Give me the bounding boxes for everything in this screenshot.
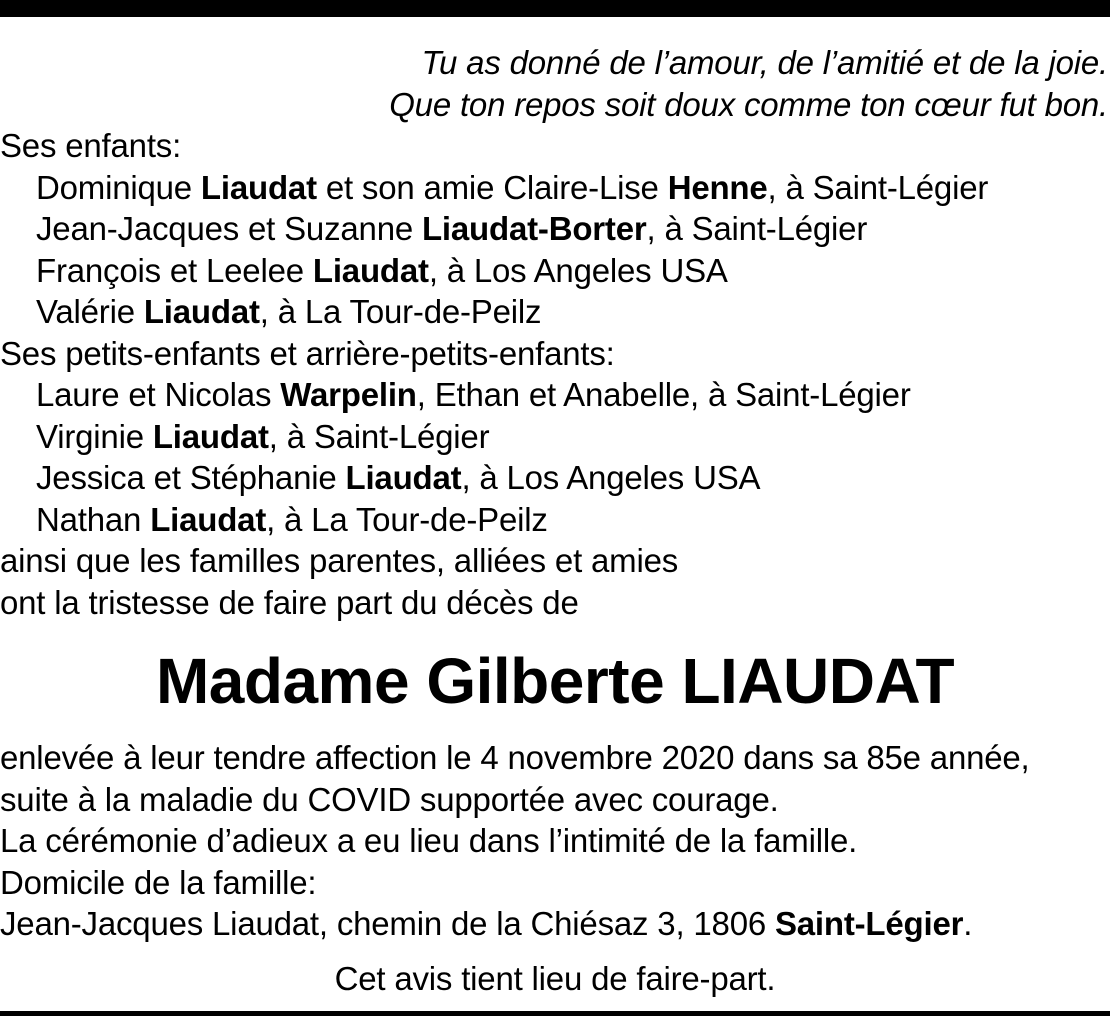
children-header: Ses enfants: — [0, 127, 182, 164]
family-name: Liaudat — [150, 500, 267, 538]
family-name: Liaudat — [345, 459, 462, 496]
families-line: ainsi que les familles parentes, alliées et amies — [0, 542, 679, 579]
child-entry-text: François et Leelee — [36, 251, 313, 289]
child-entry-text: , à Saint-Légier — [767, 168, 989, 206]
family-name: Henne — [667, 168, 768, 206]
child-entry — [0, 250, 1110, 292]
announcement-line: ont la tristesse de faire part du décès de — [0, 583, 579, 621]
family-name: Liaudat-Borter — [421, 210, 647, 247]
child-entry — [0, 167, 1110, 209]
body-line: suite à la maladie du COVID supportée avec courage. — [0, 780, 779, 818]
child-entry — [0, 291, 1110, 333]
child-entry-text: Valérie — [36, 293, 144, 330]
body-line: enlevée à leur tendre affection le 4 novembre 2020 dans sa 85e année, — [0, 739, 1030, 776]
child-entry — [0, 208, 1110, 250]
epitaph-quote — [0, 42, 1110, 125]
body-line: Domicile de la famille: — [0, 863, 317, 901]
grandchild-entry — [0, 416, 1110, 458]
child-entry-text: Dominique — [36, 168, 201, 206]
child-entry-text: et son amie Claire-Lise — [316, 168, 668, 206]
grandchild-entry — [0, 374, 1110, 416]
grandchildren-header: Ses petits-enfants et arrière-petits-enfants: — [0, 334, 615, 372]
grandchild-entry-text: , à Los Angeles USA — [461, 459, 761, 496]
child-entry-text: Jean-Jacques et Suzanne — [36, 210, 422, 247]
grandchild-entry-text: Nathan — [36, 500, 151, 538]
family-name: Liaudat — [312, 251, 429, 289]
family-name: Liaudat — [152, 417, 269, 455]
grandchild-entry-text: Jessica et Stéphanie — [36, 459, 346, 496]
family-name: Warpelin — [280, 376, 417, 413]
child-entry-text: , à La Tour-de-Peilz — [259, 293, 542, 330]
address-punctuation: . — [963, 905, 973, 942]
family-name: Liaudat — [200, 168, 317, 206]
obituary-notice — [0, 42, 1110, 999]
grandchild-entry — [0, 499, 1110, 541]
address-town: Saint-Légier — [774, 905, 964, 942]
grandchild-entry — [0, 457, 1110, 499]
child-entry-text: , à Los Angeles USA — [428, 251, 728, 289]
closing-note: Cet avis tient lieu de faire-part. — [334, 959, 776, 997]
grandchild-entry-text: , Ethan et Anabelle, à Saint-Légier — [416, 376, 911, 413]
quote-line: Tu as donné de l’amour, de l’amitié et de la joie. — [421, 44, 1108, 81]
body-line: La cérémonie d’adieux a eu lieu dans l’intimité de la famille. — [0, 822, 858, 859]
grandchild-entry-text: , à Saint-Légier — [268, 417, 490, 455]
grandchild-entry-text: Virginie — [36, 417, 153, 455]
family-name: Liaudat — [143, 293, 260, 330]
grandchild-entry-text: Laure et Nicolas — [36, 376, 281, 413]
quote-line: Que ton repos soit doux comme ton cœur fut bon. — [389, 85, 1108, 123]
grandchild-entry-text: , à La Tour-de-Peilz — [266, 500, 548, 538]
deceased-name: Madame Gilberte LIAUDAT — [155, 645, 955, 717]
bottom-border-bar — [0, 1011, 1110, 1016]
top-border-bar — [0, 0, 1110, 17]
family-address — [0, 903, 1110, 945]
address-text: Jean-Jacques Liaudat, chemin de la Chiésaz 3, 1806 — [0, 905, 775, 942]
child-entry-text: , à Saint-Légier — [646, 210, 868, 247]
